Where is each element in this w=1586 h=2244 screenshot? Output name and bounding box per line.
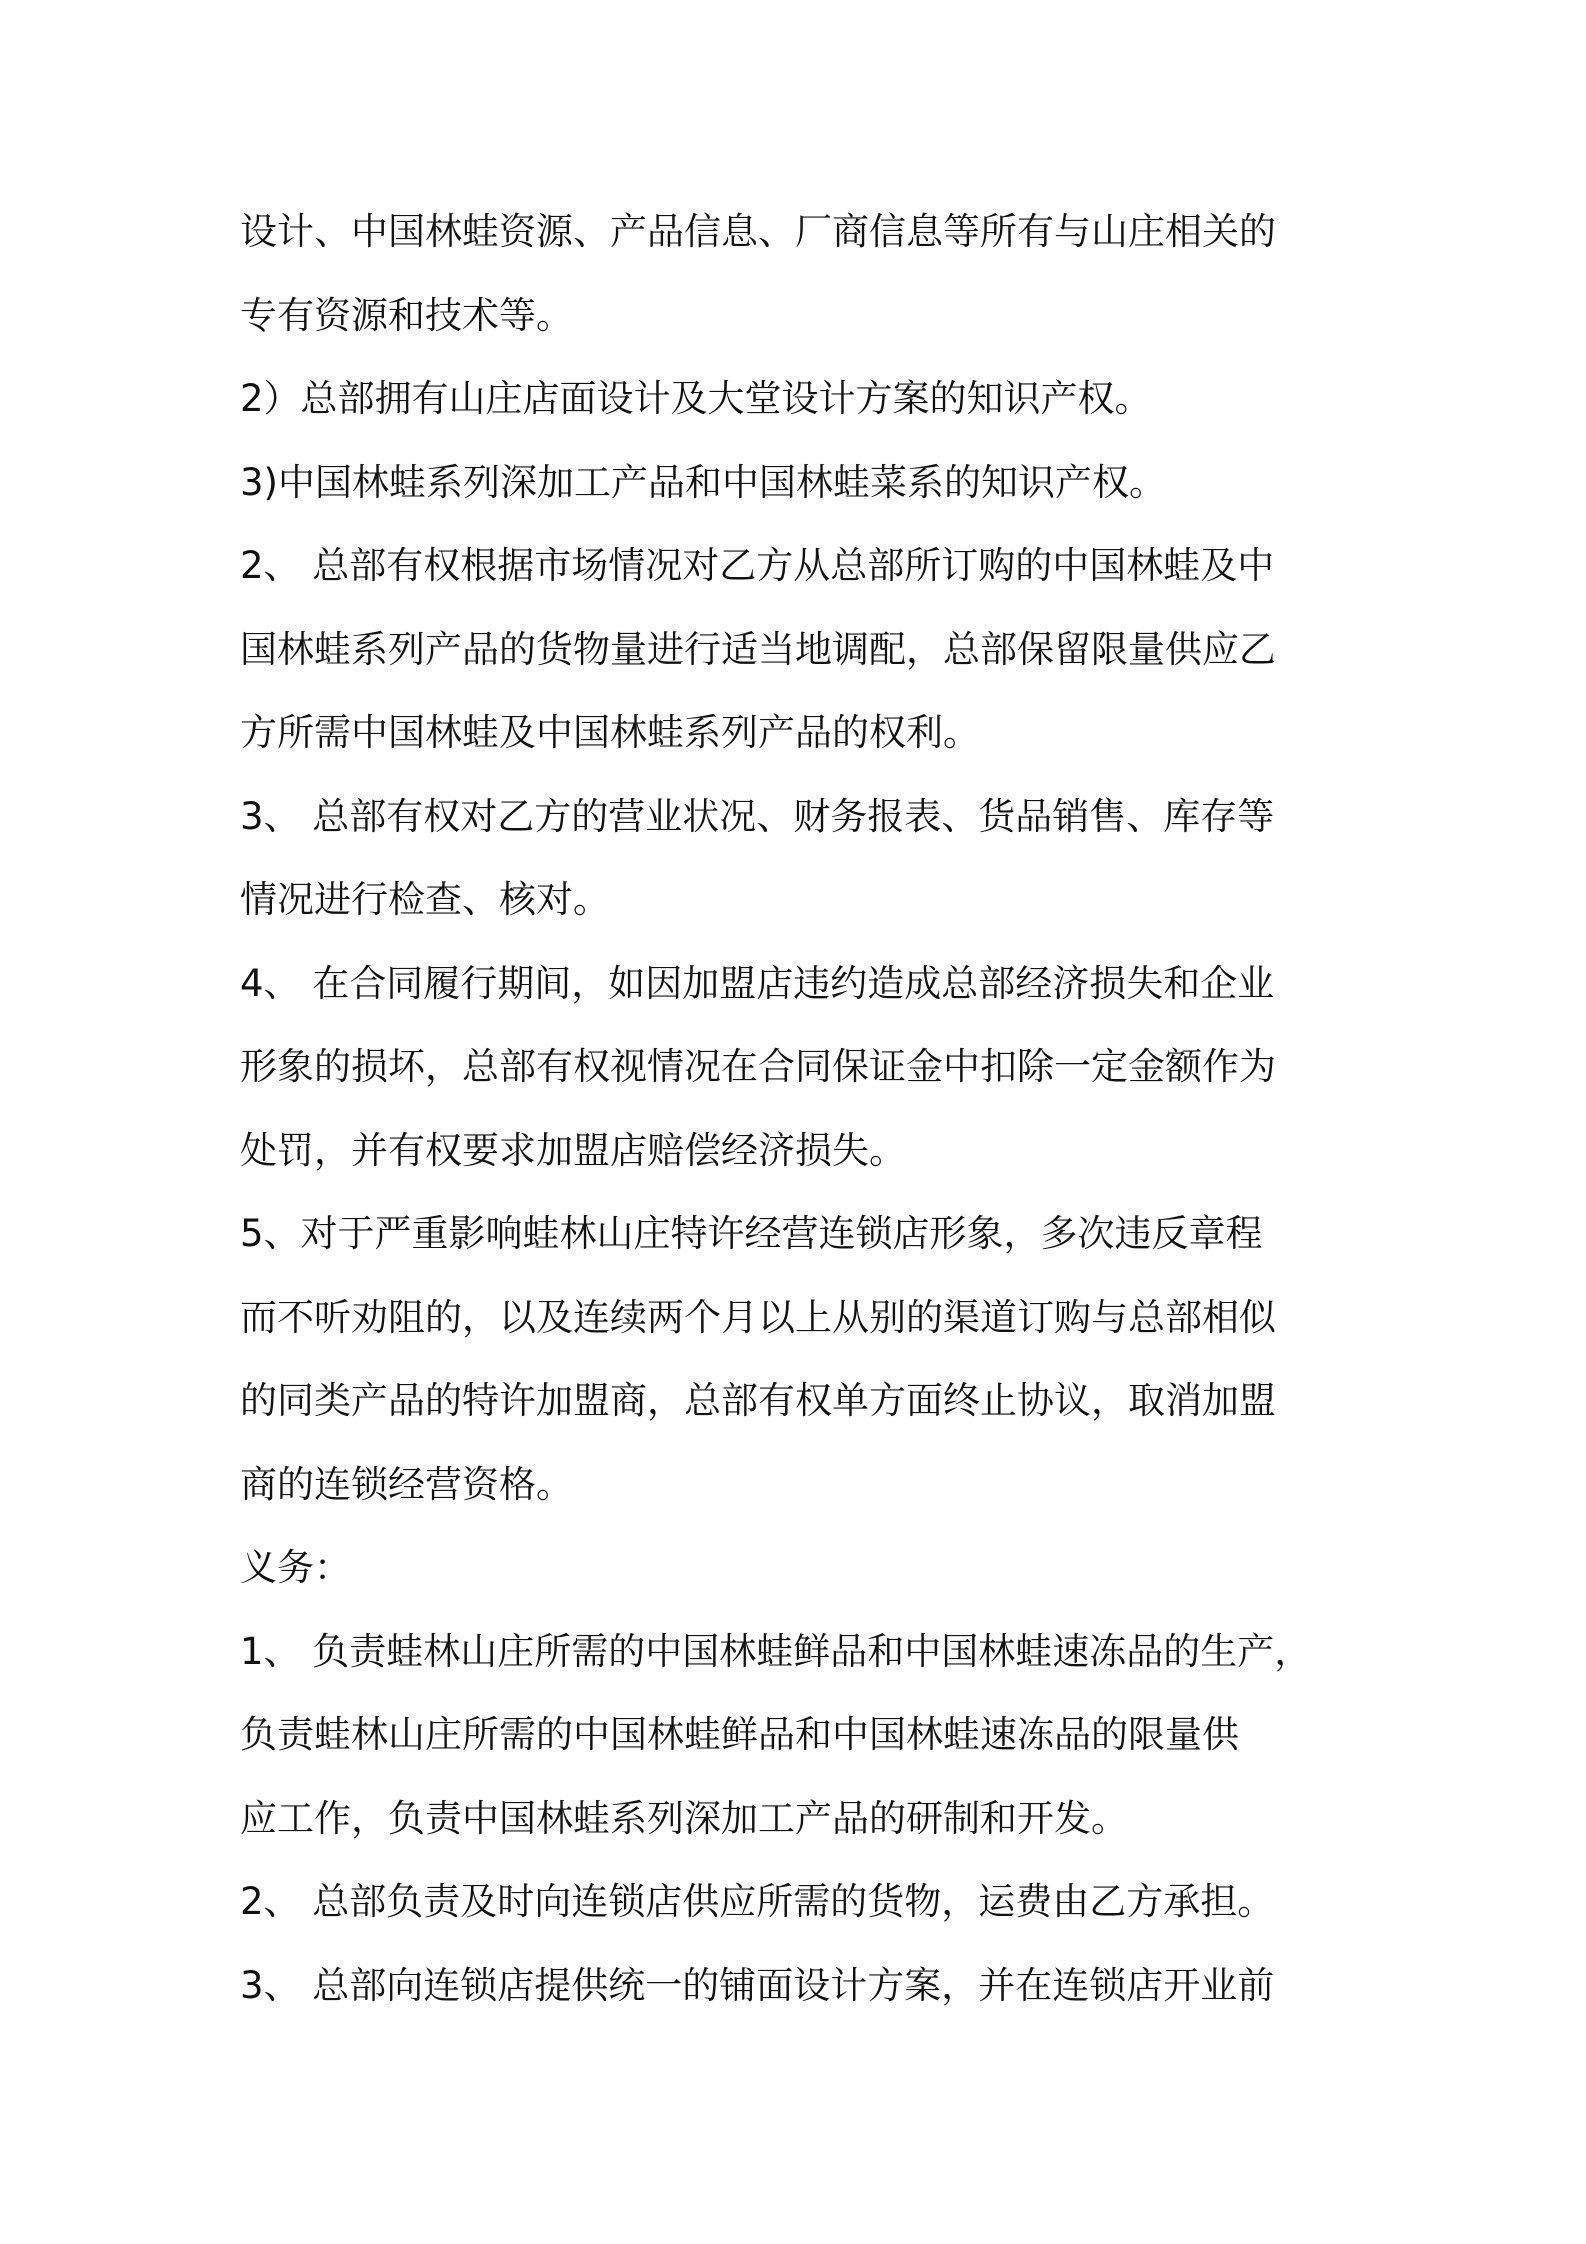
text-line: 义务： — [240, 1546, 351, 1589]
text-line: 1、 负责蛙林山庄所需的中国林蛙鲜品和中国林蛙速冻品的生产， — [240, 1629, 1312, 1673]
text-line: 设计、中国林蛙资源、产品信息、厂商信息等所有与山庄相关的 — [240, 210, 1276, 253]
text-line: 4、 在合同履行期间，如因加盟店违约造成总部经济损失和企业 — [240, 961, 1275, 1005]
text-line: 2）总部拥有山庄店面设计及大堂设计方案的知识产权。 — [240, 377, 1152, 420]
text-line: 商的连锁经营资格。 — [240, 1462, 573, 1506]
text-line: 形象的损坏，总部有权视情况在合同保证金中扣除一定金额作为 — [240, 1045, 1276, 1088]
document-body — [240, 190, 1370, 2027]
text-line: 5、对于严重影响蛙林山庄特许经营连锁店形象，多次违反章程 — [240, 1212, 1263, 1255]
text-line: 3、 总部有权对乙方的营业状况、财务报表、货品销售、库存等 — [240, 794, 1275, 838]
text-line: 2、 总部有权根据市场情况对乙方从总部所订购的中国林蛙及中 — [240, 544, 1275, 587]
text-line: 专有资源和技术等。 — [240, 293, 573, 337]
text-line: 2、 总部负责及时向连锁店供应所需的货物，运费由乙方承担。 — [240, 1880, 1275, 1923]
text-line: 3)中国林蛙系列深加工产品和中国林蛙菜系的知识产权。 — [240, 460, 1166, 504]
text-line: 处罚，并有权要求加盟店赔偿经济损失。 — [240, 1128, 906, 1172]
text-line: 情况进行检查、核对。 — [240, 878, 610, 921]
text-line: 负责蛙林山庄所需的中国林蛙鲜品和中国林蛙速冻品的限量供 — [240, 1713, 1239, 1756]
text-line: 而不听劝阻的，以及连续两个月以上从别的渠道订购与总部相似 — [240, 1295, 1276, 1339]
text-line: 应工作，负责中国林蛙系列深加工产品的研制和开发。 — [240, 1796, 1128, 1840]
text-line: 3、 总部向连锁店提供统一的铺面设计方案，并在连锁店开业前 — [240, 1963, 1275, 2007]
text-line: 国林蛙系列产品的货物量进行适当地调配，总部保留限量供应乙 — [240, 627, 1276, 671]
text-line: 的同类产品的特许加盟商，总部有权单方面终止协议，取消加盟 — [240, 1379, 1276, 1422]
text-line: 方所需中国林蛙及中国林蛙系列产品的权利。 — [240, 711, 980, 754]
